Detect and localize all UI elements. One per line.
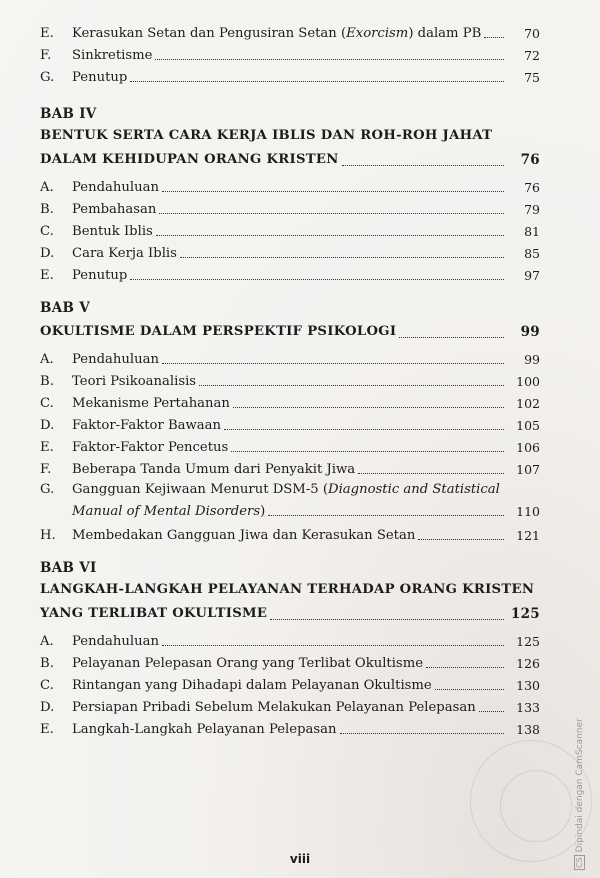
leader-dots — [426, 667, 504, 668]
entry-letter: B. — [40, 374, 54, 389]
leader-dots — [180, 257, 504, 258]
entry-letter: E. — [40, 722, 54, 737]
entry-letter: A. — [40, 352, 54, 367]
entry-title: Rintangan yang Dihadapi dalam Pelayanan Okultisme — [72, 678, 432, 693]
entry-title: Bentuk Iblis — [72, 224, 153, 239]
entry-title: Pendahuluan — [72, 180, 159, 195]
entry-letter: E. — [40, 26, 54, 41]
entry-letter: C. — [40, 678, 54, 693]
page-number: viii — [289, 852, 311, 866]
toc-entry[interactable] — [40, 44, 540, 64]
entry-letter: G. — [40, 70, 55, 85]
toc-entry[interactable] — [40, 524, 540, 544]
entry-letter: D. — [40, 418, 55, 433]
chapter-title[interactable]: LANGKAH-LANGKAH PELAYANAN TERHADAP ORANG KRISTEN YANG TERLIBAT OKULTISME 125 — [40, 578, 540, 626]
entry-title: Gangguan Kejiwaan Menurut DSM-5 (Diagnostic and Statistical — [72, 482, 500, 497]
entry-title: Persiapan Pribadi Sebelum Melakukan Pelayanan Pelepasan — [72, 700, 476, 715]
entry-title: Faktor-Faktor Bawaan — [72, 418, 222, 433]
entry-letter: E. — [40, 268, 54, 283]
entry-title: Membedakan Gangguan Jiwa dan Kerasukan Setan — [72, 528, 416, 543]
toc-entry[interactable] — [40, 348, 540, 368]
entry-title: Langkah-Langkah Pelayanan Pelepasan — [72, 722, 337, 737]
entry-page: 125 — [516, 634, 540, 649]
leader-dots — [358, 473, 504, 474]
leader-dots — [270, 619, 504, 620]
leader-dots — [233, 407, 504, 408]
entry-title: Pendahuluan — [72, 352, 159, 367]
chapter-title[interactable]: BENTUK SERTA CARA KERJA IBLIS DAN ROH-ROH JAHAT DALAM KEHIDUPAN ORANG KRISTEN 76 — [40, 124, 540, 172]
leader-dots — [155, 59, 504, 60]
leader-dots — [162, 645, 504, 646]
entry-title: Sinkretisme — [72, 48, 153, 63]
toc-entry[interactable] — [40, 370, 540, 390]
entry-page: 106 — [516, 440, 540, 455]
chapter-page: 76 — [520, 152, 540, 168]
entry-letter: A. — [40, 634, 54, 649]
entry-page: 85 — [524, 246, 540, 261]
entry-title: Penutup — [72, 70, 128, 85]
entry-page: 110 — [516, 504, 540, 519]
chapter-entries — [40, 176, 540, 284]
entry-page: 81 — [524, 224, 540, 239]
leader-dots — [231, 451, 504, 452]
leader-dots — [199, 385, 504, 386]
entry-letter: C. — [40, 224, 54, 239]
leader-dots — [418, 539, 504, 540]
toc-entry[interactable] — [40, 220, 540, 240]
entry-title: Beberapa Tanda Umum dari Penyakit Jiwa — [72, 462, 356, 477]
decorative-circle — [500, 770, 572, 842]
leader-dots — [156, 235, 504, 236]
leader-dots — [399, 337, 504, 338]
entry-title: Cara Kerja Iblis — [72, 246, 177, 261]
entry-page: 76 — [524, 180, 540, 195]
entry-title: Faktor-Faktor Pencetus — [72, 440, 229, 455]
entry-letter: D. — [40, 246, 55, 261]
entry-title: Mekanisme Pertahanan — [72, 396, 230, 411]
entry-page: 97 — [524, 268, 540, 283]
leader-dots — [435, 689, 504, 690]
entry-letter: B. — [40, 656, 54, 671]
entry-page: 133 — [516, 700, 540, 715]
entry-letter: E. — [40, 440, 54, 455]
entry-title: Pelayanan Pelepasan Orang yang Terlibat Okultisme — [72, 656, 424, 671]
entry-letter: B. — [40, 202, 54, 217]
chapter-page: 125 — [510, 606, 540, 622]
entry-letter: C. — [40, 396, 54, 411]
leader-dots — [162, 363, 504, 364]
entry-letter: F. — [40, 462, 52, 477]
entry-page: 79 — [524, 202, 540, 217]
entry-letter: H. — [40, 528, 56, 543]
entry-page: 105 — [516, 418, 540, 433]
leader-dots — [130, 81, 504, 82]
chapter-page: 99 — [520, 324, 540, 340]
chapter-entries — [40, 630, 540, 738]
scanner-watermark: CSDipindai dengan CamScanner — [575, 718, 585, 868]
entry-page: 121 — [516, 528, 540, 543]
entry-title: Pembahasan — [72, 202, 157, 217]
toc-entry[interactable] — [40, 674, 540, 694]
entry-page: 72 — [524, 48, 540, 63]
entry-page: 138 — [516, 722, 540, 737]
entry-title: Penutup — [72, 268, 128, 283]
toc-entry[interactable] — [40, 458, 540, 478]
chapter-label: BAB IV — [40, 106, 97, 122]
leader-dots — [162, 191, 504, 192]
entry-title: Teori Psikoanalisis — [72, 374, 197, 389]
toc-entry[interactable] — [40, 66, 540, 86]
leader-dots — [340, 733, 504, 734]
chapter-entries — [40, 348, 540, 478]
entry-page: 75 — [524, 70, 540, 85]
entry-title: Pendahuluan — [72, 634, 159, 649]
toc-entry[interactable] — [40, 242, 540, 262]
entry-page: 100 — [516, 374, 540, 389]
entry-page: 70 — [524, 26, 540, 41]
leader-dots — [159, 213, 504, 214]
entry-letter: A. — [40, 180, 54, 195]
entry-page: 99 — [524, 352, 540, 367]
entry-title: Kerasukan Setan dan Pengusiran Setan (Exorcism) dalam PB — [72, 26, 482, 41]
leader-dots — [342, 165, 504, 166]
leader-dots — [484, 37, 504, 38]
entry-letter: D. — [40, 700, 55, 715]
chapter-title[interactable]: OKULTISME DALAM PERSPEKTIF PSIKOLOGI 99 — [40, 320, 540, 344]
toc-entry[interactable] — [40, 264, 540, 284]
entry-letter: G. — [40, 482, 55, 497]
toc-entry[interactable] — [40, 198, 540, 218]
entry-page: 130 — [516, 678, 540, 693]
toc-entry[interactable] — [40, 176, 540, 196]
leader-dots — [268, 515, 504, 516]
toc-entry[interactable] — [40, 630, 540, 650]
leader-dots — [130, 279, 504, 280]
entry-page: 107 — [516, 462, 540, 477]
entry-page: 126 — [516, 656, 540, 671]
toc-entry[interactable] — [40, 414, 540, 434]
toc-entry[interactable] — [40, 696, 540, 716]
toc-entry[interactable] — [40, 392, 540, 412]
table-of-contents — [40, 22, 540, 740]
entry-letter: F. — [40, 48, 52, 63]
entry-page: 102 — [516, 396, 540, 411]
toc-entry[interactable] — [40, 718, 540, 738]
toc-entry[interactable]: G. Gangguan Kejiwaan Menurut DSM-5 (Diagnostic and Statistical Manual of Mental Disorders) 110 — [40, 482, 540, 519]
toc-entry[interactable] — [40, 22, 540, 42]
leader-dots — [224, 429, 504, 430]
leader-dots — [479, 711, 504, 712]
chapter-label: BAB V — [40, 300, 90, 316]
toc-entry[interactable] — [40, 436, 540, 456]
toc-entry[interactable] — [40, 652, 540, 672]
chapter-label: BAB VI — [40, 560, 97, 576]
